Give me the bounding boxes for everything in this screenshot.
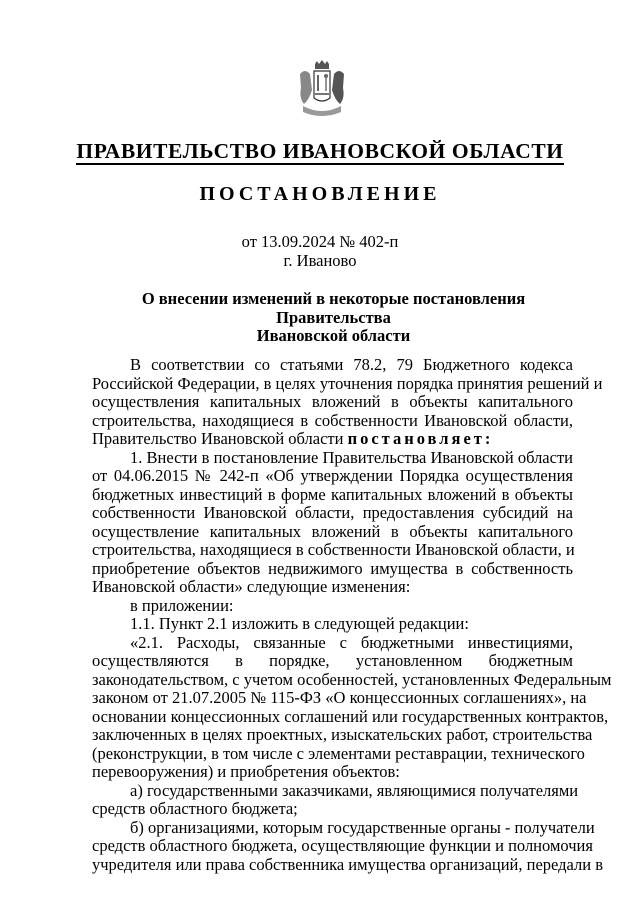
- text-line: Российской Федерации, в целях уточнения порядка принятия решений и: [92, 373, 603, 393]
- date-number: от 13.09.2024 № 402-п: [241, 232, 399, 251]
- resolves-emphasis: постановляет:: [347, 429, 494, 448]
- text-line: осуществление капитальных вложений в объекты капитального: [92, 521, 573, 541]
- document-body: [92, 355, 612, 874]
- text-line: законом от 21.07.2005 № 115-ФЗ «О концессионных соглашениях», на: [92, 688, 587, 707]
- text-line: Ивановской области» следующие изменения:: [92, 577, 411, 596]
- paragraph: [92, 780, 579, 819]
- text-line: строительства, находящиеся в собственности Ивановской области,: [92, 410, 573, 430]
- paragraph: [92, 449, 573, 597]
- document-meta: [0, 233, 640, 270]
- emblem-icon: [297, 60, 347, 120]
- text-line: основании концессионных соглашений или государственных контрактов,: [92, 706, 609, 726]
- text-line: осуществляются в порядке, установленном бюджетным: [92, 651, 573, 670]
- text-line: [92, 430, 573, 449]
- document-subject: [92, 290, 575, 346]
- text-line: (реконструкции, в том числе с элементами реставрации, технического: [92, 743, 585, 763]
- text-line: законодательством, с учетом особенностей, установленных Федеральным: [92, 669, 612, 689]
- text-line: средств областного бюджета;: [92, 799, 298, 818]
- text-line: а) государственными заказчиками, являющимися получателями: [130, 780, 579, 800]
- text-line: 1. Внести в постановление Правительства Ивановской области: [130, 447, 573, 467]
- subject-line: Ивановской области: [256, 326, 411, 345]
- coat-of-arms-emblem: [297, 60, 347, 120]
- subject-line: О внесении изменений в некоторые постановления Правительства: [141, 289, 526, 327]
- city: г. Иваново: [283, 250, 357, 270]
- paragraph: [92, 597, 573, 616]
- paragraph: [92, 355, 603, 449]
- paragraph: [92, 615, 573, 634]
- organization-title: ПРАВИТЕЛЬСТВО ИВАНОВСКОЙ ОБЛАСТИ: [76, 139, 564, 163]
- text-line: перевооружения) и приобретения объектов:: [92, 762, 400, 781]
- text-line: «2.1. Расходы, связанные с бюджетными инвестициями,: [130, 632, 573, 652]
- text-line: 1.1. Пункт 2.1 изложить в следующей редакции:: [130, 614, 469, 633]
- text-line: учредителя или права собственника имущества организаций, передали в: [92, 854, 603, 874]
- document-type: ПОСТАНОВЛЕНИЕ: [199, 183, 441, 205]
- text-line: б) организациями, которым государственные органы - получатели: [130, 817, 595, 837]
- text-line: бюджетных инвестиций в форме капитальных вложений в объекты: [92, 484, 573, 504]
- text-line-start: Правительство Ивановской области: [92, 429, 348, 448]
- text-line: средств областного бюджета, осуществляющие функции и полномочия: [92, 836, 593, 855]
- text-line: от 04.06.2015 № 242-п «Об утверждении Порядка осуществления: [92, 466, 573, 485]
- text-line: собственности Ивановской области, предоставления субсидий на: [92, 503, 573, 522]
- text-line: в приложении:: [130, 595, 234, 615]
- text-line: заключенных в целях проектных, изыскательских работ, строительства: [92, 725, 593, 744]
- text-line: приобретение объектов недвижимого имущества в собственность: [92, 558, 573, 578]
- text-line: В соответствии со статьями 78.2, 79 Бюджетного кодекса: [130, 355, 573, 374]
- text-line: осуществления капитальных вложений в объекты капитального: [92, 392, 573, 411]
- paragraph: [92, 632, 612, 782]
- paragraph: [92, 817, 603, 875]
- text-line: строительства, находящиеся в собственности Ивановской области, и: [92, 540, 575, 559]
